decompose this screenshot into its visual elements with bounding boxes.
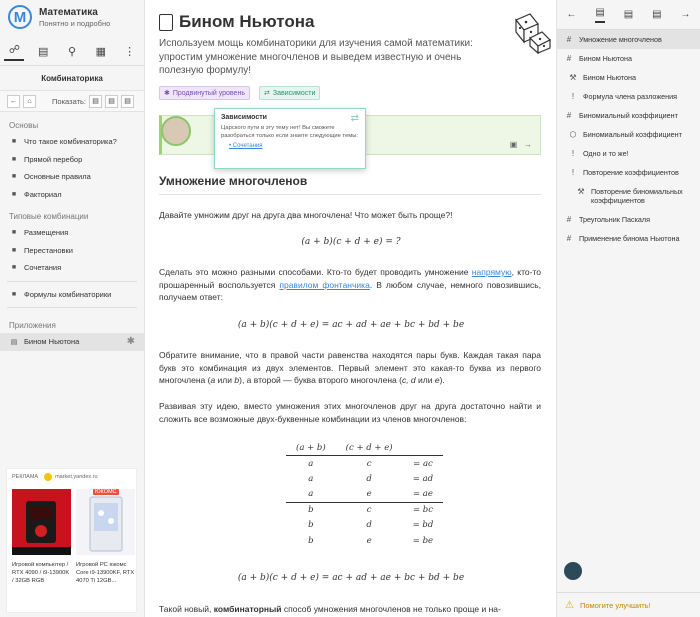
sidebar-item[interactable] (0, 286, 144, 304)
brand-subtitle: Понятно и подробно (39, 18, 111, 28)
show-page-button-3[interactable]: ▤ (121, 95, 134, 108)
group-label: Типовые комбинации (9, 212, 89, 221)
exclamation-icon: ! (571, 92, 575, 101)
divider (7, 307, 137, 308)
forward-arrow-icon[interactable]: → (680, 9, 691, 20)
main-content (146, 0, 556, 617)
toc-item[interactable] (557, 30, 700, 49)
var: a (210, 375, 216, 386)
table-of-contents (557, 30, 700, 248)
paragraph (159, 349, 541, 387)
formula: (a + b)(c + d + e) = ac + ad + ae + bc + bd + be (237, 573, 465, 583)
page-lead: Используем мощь комбинаторики для изучения самой математики: упростим умножение многочленов и выведем известную и очень полезную формулу! (159, 38, 473, 76)
table-row (286, 456, 443, 472)
folder-icon: ■ (11, 264, 17, 272)
var: c, d (401, 375, 416, 386)
comment-icon[interactable]: ▣ (509, 140, 518, 149)
toc-item[interactable] (557, 68, 700, 87)
back-button[interactable]: ← (7, 95, 20, 108)
toc-item-label: Формула члена разложения (583, 92, 678, 101)
toc-item[interactable] (557, 87, 700, 106)
left-toolbar (0, 90, 144, 112)
sidebar-item[interactable] (0, 151, 144, 169)
page-icon (159, 14, 173, 31)
table-cell: c (366, 458, 372, 469)
toc-item-label: Бином Ньютона (583, 73, 636, 82)
show-label: Показать: (52, 96, 86, 106)
divider (7, 281, 137, 282)
table-cell: = bc (403, 502, 444, 518)
folder-icon: ■ (11, 155, 17, 163)
more-icon[interactable]: ⋮ (124, 46, 136, 58)
paragraph (159, 266, 541, 304)
graph-icon[interactable]: ☍ (4, 43, 24, 61)
table-cell: b (286, 502, 336, 518)
divider (159, 194, 541, 195)
page-icon: ▤ (10, 338, 18, 346)
sidebar-item-label: Формулы комбинаторики (24, 289, 112, 299)
table-cell: = bd (412, 520, 434, 531)
dependencies-tag-label: Зависимости (272, 89, 316, 97)
ad-caption[interactable]: Игровой PC юкомс Core i9-13900KF, RTX 4070 Ti 12GB... (76, 562, 135, 584)
text: ). (439, 375, 445, 386)
toc-item-label: Бином Ньютона (579, 54, 632, 63)
table-cell: = ad (412, 473, 434, 484)
right-nav (557, 0, 700, 30)
toc-item-label: Треугольник Паскаля (579, 215, 651, 224)
folder-icon: ■ (11, 190, 17, 198)
var: b (234, 375, 240, 386)
toc-item[interactable] (557, 106, 700, 125)
toc-item-label: Повторение биномиальных коэффициентов (591, 187, 683, 205)
table-cell: d (366, 520, 372, 531)
toc-item-label: Умножение многочленов (579, 35, 662, 44)
ad-header (7, 469, 136, 485)
toc-item-label: Повторение коэффициентов (583, 168, 679, 177)
show-page-button-2[interactable]: ▤ (105, 95, 118, 108)
user-avatar[interactable] (564, 562, 582, 580)
hash-icon: # (566, 215, 572, 224)
left-nav (0, 38, 144, 66)
sidebar-item[interactable] (0, 259, 144, 277)
table-cell: = be (412, 535, 434, 546)
table-row (286, 533, 443, 549)
dice-icon (512, 10, 552, 54)
right-sidebar (556, 0, 700, 617)
warning-icon: ⚠ (565, 599, 574, 611)
search-icon[interactable]: ⚲ (67, 46, 77, 58)
page-icon[interactable]: ▤ (37, 46, 49, 58)
formula: (a + b)(c + d + e) = ac + ad + ae + bc + bd + be (237, 320, 465, 330)
toc-item[interactable] (557, 49, 700, 68)
table-cell: a (308, 458, 314, 469)
arrow-right-icon[interactable]: → (524, 140, 532, 149)
text: ), а второй — буква второго многочлена ( (239, 375, 402, 386)
var: e (434, 375, 440, 386)
market-logo-icon (44, 473, 52, 481)
sidebar-item[interactable] (0, 168, 144, 186)
sidebar-item-label: Основные правила (24, 172, 91, 182)
dependencies-popup (214, 108, 366, 169)
toc-item[interactable] (557, 182, 700, 210)
check-page-icon[interactable]: ▤ (652, 9, 662, 20)
back-arrow-icon[interactable]: ← (566, 9, 577, 20)
folder-icon: ■ (11, 290, 17, 298)
table-cell: a (308, 473, 314, 484)
paragraph: Давайте умножим друг на друга два многочлена! Что может быть проще?! (159, 210, 453, 220)
folder-icon: ■ (11, 173, 17, 181)
popup-link[interactable]: • Сочетания (229, 143, 263, 150)
sidebar-item-label: Факториал (24, 189, 62, 199)
sidebar-item-label: Что такое комбинаторика? (24, 137, 117, 147)
ad-label: РЕКЛАМА (12, 474, 39, 480)
sidebar-item-label: Прямой перебор (24, 154, 83, 164)
brand-title: Математика (39, 6, 98, 18)
ad-product-image[interactable] (12, 489, 71, 555)
link-direct[interactable]: напрямую (471, 267, 512, 277)
table-cell: e (366, 489, 372, 499)
dependencies-tag[interactable] (259, 86, 320, 100)
hammer-icon: ⚒ (577, 187, 585, 196)
table-cell: b (308, 535, 314, 546)
hammer-icon: ⚒ (569, 73, 577, 82)
hash-icon: # (566, 111, 572, 120)
sidebar-item-label: Бином Ньютона (24, 337, 80, 347)
page-title: Бином Ньютона (179, 12, 315, 31)
text: Обратите внимание, что в правой части равенства находятся пары букв. Каждая такая пара букв это комбинация из двух элементов. Первый элемент это какая-то буква из первого многочлена ( (159, 350, 541, 386)
table-cell (403, 440, 444, 456)
ad-block[interactable] (6, 468, 137, 613)
table-cell: d (366, 473, 372, 484)
download-page-icon[interactable]: ▤ (623, 9, 634, 20)
text: или (215, 375, 235, 386)
promo-badge: ЮКОМС (95, 489, 117, 495)
page-icon[interactable]: ▤ (595, 7, 604, 23)
ad-product-image[interactable] (76, 489, 135, 555)
section-title: Комбинаторика (41, 74, 103, 83)
table-row (286, 502, 443, 518)
sidebar-item-active[interactable] (0, 333, 144, 351)
section-heading: Умножение многочленов (159, 174, 308, 188)
table-row (286, 487, 443, 503)
hash-icon: # (566, 54, 572, 63)
toc-item[interactable] (557, 163, 700, 182)
show-page-button[interactable]: ▤ (89, 95, 102, 108)
popup-link-label[interactable]: Сочетания (232, 143, 263, 150)
asterisk-icon: ✱ (126, 336, 135, 348)
toc-item[interactable] (557, 144, 700, 163)
toc-item[interactable] (557, 229, 700, 248)
grid-icon[interactable]: ▦ (95, 46, 106, 58)
sidebar-item[interactable] (0, 224, 144, 242)
left-sidebar (0, 0, 145, 617)
text: , кто-то прошаренный воспользуется (159, 267, 541, 290)
table-cell: (a + b) (286, 440, 336, 456)
hash-icon: # (566, 35, 572, 44)
text: Такой новый, (159, 604, 214, 614)
group-label: Приложения (9, 321, 56, 330)
table-cell: a (308, 489, 314, 499)
formula: (a + b)(c + d + e) = ? (301, 237, 401, 247)
shuffle-icon: ⇄ (264, 90, 270, 97)
bold-text: комбинаторный (213, 604, 282, 614)
table-cell: (c + d + e) (336, 440, 403, 456)
toc-item-label: Биномиальный коэффициент (579, 111, 678, 120)
paragraph: Развивая эту идею, вместо умножения этих многочленов друг на друга достаточно найти и сложить все возможные двух-буквенные комбинации из членов многочленов: (159, 401, 541, 424)
table-row (286, 471, 443, 487)
link-fountain-rule[interactable]: правилом фонтанчика (279, 279, 370, 290)
combination-table (286, 440, 443, 549)
exclamation-icon: ! (571, 168, 575, 177)
ad-domain: market.yandex.ru (55, 474, 98, 480)
paragraph (159, 603, 541, 616)
logo: M (8, 5, 32, 29)
table-cell: = ac (413, 458, 433, 469)
hash-icon: # (566, 234, 572, 243)
page-title-row (159, 12, 314, 32)
text: Сделать это можно разными способами. Кто-то будет проводить умножение (159, 267, 472, 277)
level-tag-label: Продвинутый уровень (172, 89, 245, 97)
table-cell: b (308, 520, 314, 531)
callout-actions (510, 140, 532, 149)
toc-item[interactable] (557, 210, 700, 229)
improve-label: Помогите улучшить! (579, 600, 651, 610)
group-label: Основы (9, 121, 39, 130)
text: или (415, 375, 435, 386)
sidebar-item-label: Сочетания (24, 263, 62, 273)
popup-title: Зависимости (221, 114, 267, 121)
table-header (286, 440, 443, 456)
text: . В любом случае, немного повозившись, получаем ответ: (159, 279, 541, 303)
sidebar-item-label: Перестановки (24, 245, 73, 255)
folder-icon: ■ (11, 246, 17, 254)
folder-icon: ■ (11, 229, 17, 237)
text: способ умножения многочленов не только проще и на- (281, 604, 501, 614)
sidebar-item[interactable] (0, 242, 144, 260)
toc-item-label: Одно и то же! (583, 149, 629, 158)
table-cell: e (366, 535, 372, 546)
sidebar-item-label: Размещения (24, 228, 69, 238)
exclamation-icon: ! (571, 149, 575, 158)
folder-icon: ■ (11, 138, 17, 146)
sidebar-item[interactable] (0, 186, 144, 204)
ad-caption[interactable]: Игровой компьютер / RTX 4090 / i9-13900K / 32GB RGB (12, 562, 70, 584)
author-avatar (161, 116, 191, 146)
table-cell: c (336, 502, 403, 518)
asterisk-icon: ✱ (164, 90, 170, 97)
table-row (286, 518, 443, 534)
improve-button[interactable] (557, 592, 700, 617)
brand[interactable] (0, 0, 144, 34)
level-tag[interactable] (159, 86, 250, 100)
shuffle-icon: ⇄ (350, 113, 359, 124)
cube-icon: ⬡ (569, 130, 577, 139)
toc-item-label: Биномиальный коэффициент (583, 130, 682, 139)
home-button[interactable]: ⌂ (23, 95, 36, 108)
sidebar-item[interactable] (0, 133, 144, 151)
popup-body: Царского пути в эту тему нет! Вы сможете разобраться только если знаете следующие темы: (221, 125, 359, 140)
table-cell: = ae (412, 489, 433, 499)
toc-item[interactable] (557, 125, 700, 144)
toc-item-label: Применение бинома Ньютона (579, 234, 680, 243)
